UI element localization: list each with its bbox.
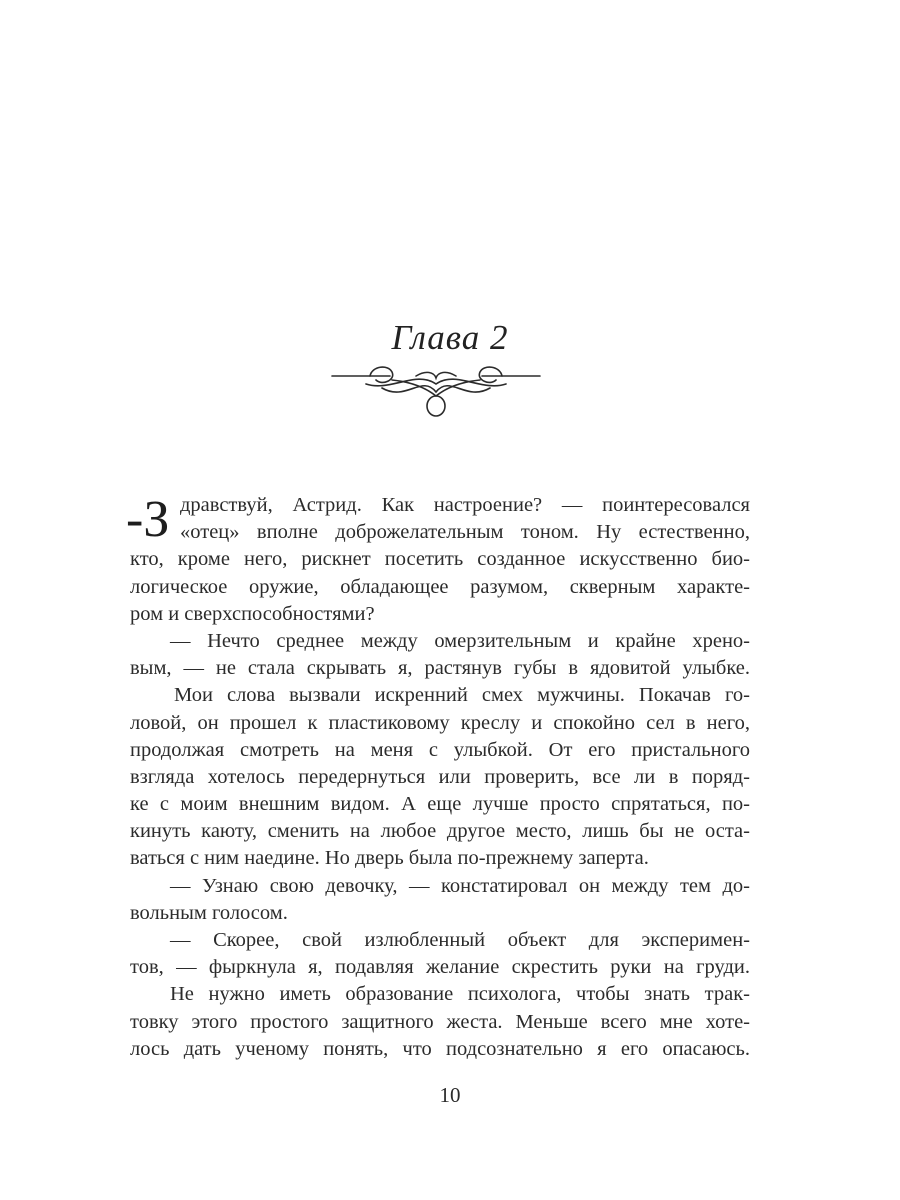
text-line: — Нечто среднее между омерзительным и крайне хрено- <box>170 629 750 652</box>
text-line: дравствуй, Астрид. Как настроение? — поинтересовался <box>180 494 750 516</box>
text-line: ром и сверхспособностями? <box>130 602 375 625</box>
text-line: товку этого простого защитного жеста. Меньше всего мне хоте- <box>130 1010 750 1033</box>
text-line: тов, — фыркнула я, подавляя желание скрестить руки на груди. <box>130 956 750 979</box>
drop-cap: -З <box>126 491 170 548</box>
page-number: 10 <box>439 1083 461 1107</box>
text-line: кинуть каюту, сменить на любое другое место, лишь бы не оста- <box>130 820 750 843</box>
text-line: ловой, он прошел к пластиковому креслу и спокойно сел в него, <box>130 711 750 734</box>
text-line: — Узнаю свою девочку, — констатировал он между тем до- <box>170 874 750 897</box>
text-line: ке с моим внешним видом. А еще лучше просто спрятаться, по- <box>130 793 750 816</box>
text-line: «отец» вполне доброжелательным тоном. Ну естественно, <box>180 521 750 544</box>
text-line: продолжая смотреть на меня с улыбкой. От его пристального <box>130 738 750 761</box>
text-line: Мои слова вызвали искренний смех мужчины. Покачав го- <box>174 684 750 707</box>
text-line: логическое оружие, обладающее разумом, скверным характе- <box>130 575 750 598</box>
text-line: лось дать ученому понять, что подсознательно я его опасаюсь. <box>130 1037 750 1060</box>
text-line: Не нужно иметь образование психолога, чтобы знать трак- <box>170 983 750 1006</box>
text-line: вольным голосом. <box>130 901 288 924</box>
chapter-title: Глава 2 <box>391 318 509 357</box>
chapter-body-text <box>126 491 750 1063</box>
text-line: взгляда хотелось передернуться или проверить, все ли в поряд- <box>130 765 750 788</box>
text-line: вым, — не стала скрывать я, растянув губы в ядовитой улыбке. <box>130 657 750 680</box>
text-line: кто, кроме него, рискнет посетить созданное искусственно био- <box>130 548 750 571</box>
text-line: — Скорее, свой излюбленный объект для эксперимен- <box>170 929 750 951</box>
text-line: ваться с ним наедине. Но дверь была по-прежнему заперта. <box>130 847 649 870</box>
chapter-ornament-icon <box>330 362 542 424</box>
